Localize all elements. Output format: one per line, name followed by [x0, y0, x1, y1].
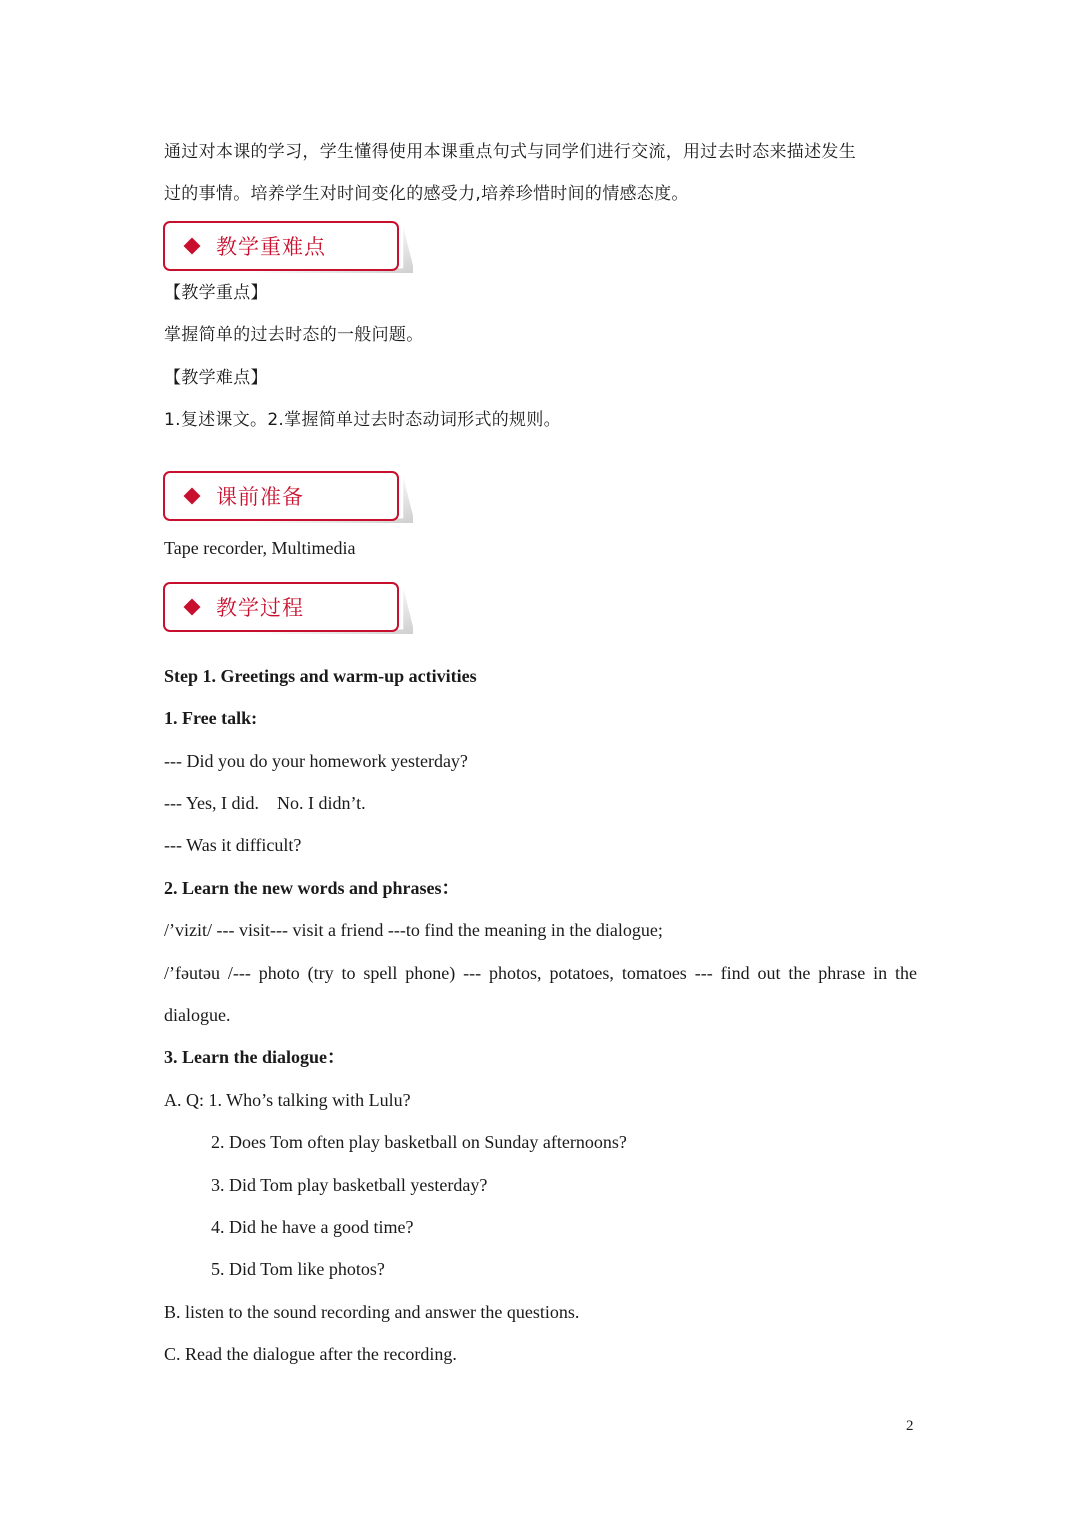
question-item: 2. Does Tom often play basketball on Sunday afternoons? — [211, 1132, 627, 1152]
question-intro: A. Q: 1. Who’s talking with Lulu? — [164, 1090, 411, 1110]
intro-line-1: 通过对本课的学习，学生懂得使用本课重点句式与同学们进行交流，用过去时态来描述发生 — [164, 142, 856, 162]
section-title: 课前准备 — [216, 485, 304, 509]
new-words-line: /’vizit/ --- visit--- visit a friend ---to find the meaning in the dialogue; — [164, 920, 663, 940]
preparation-text: Tape recorder, Multimedia — [164, 538, 356, 558]
header-box — [163, 471, 399, 521]
step-1-heading: Step 1. Greetings and warm-up activities — [164, 666, 477, 686]
header-box — [163, 221, 399, 271]
item-b: B. listen to the sound recording and answer the questions. — [164, 1302, 580, 1322]
question-item: 3. Did Tom play basketball yesterday? — [211, 1175, 488, 1195]
free-talk-heading: 1. Free talk: — [164, 708, 258, 728]
free-talk-line: --- Did you do your homework yesterday? — [164, 751, 468, 771]
section-title: 教学过程 — [216, 596, 304, 620]
new-words-line: /’fəutəu /--- photo (try to spell phone) --- photos, potatoes, tomatoes --- find out the phrase in the — [164, 963, 917, 983]
section-header-preparation — [163, 471, 399, 521]
question-item: 5. Did Tom like photos? — [211, 1259, 385, 1279]
difficulty-label: 【教学难点】 — [164, 368, 268, 388]
section-header-process — [163, 582, 399, 632]
diamond-bullet-icon — [184, 488, 201, 505]
question-item: 4. Did he have a good time? — [211, 1217, 414, 1237]
difficulty-text: 1.复述课文。2.掌握简单过去时态动词形式的规则。 — [164, 410, 561, 430]
dialogue-heading: 3. Learn the dialogue： — [164, 1047, 346, 1067]
focus-text: 掌握简单的过去时态的一般问题。 — [164, 325, 424, 345]
page-number: 2 — [906, 1418, 914, 1434]
focus-label: 【教学重点】 — [164, 283, 268, 303]
diamond-bullet-icon — [184, 238, 201, 255]
free-talk-line: --- Was it difficult? — [164, 835, 302, 855]
intro-line-2: 过的事情。培养学生对时间变化的感受力,培养珍惜时间的情感态度。 — [164, 184, 689, 204]
new-words-line: dialogue. — [164, 1005, 231, 1025]
free-talk-line: --- Yes, I did. No. I didn’t. — [164, 793, 366, 813]
section-header-key-points — [163, 221, 399, 271]
item-c: C. Read the dialogue after the recording. — [164, 1344, 457, 1364]
diamond-bullet-icon — [184, 599, 201, 616]
section-title: 教学重难点 — [216, 235, 326, 259]
new-words-heading: 2. Learn the new words and phrases： — [164, 878, 460, 898]
header-box — [163, 582, 399, 632]
